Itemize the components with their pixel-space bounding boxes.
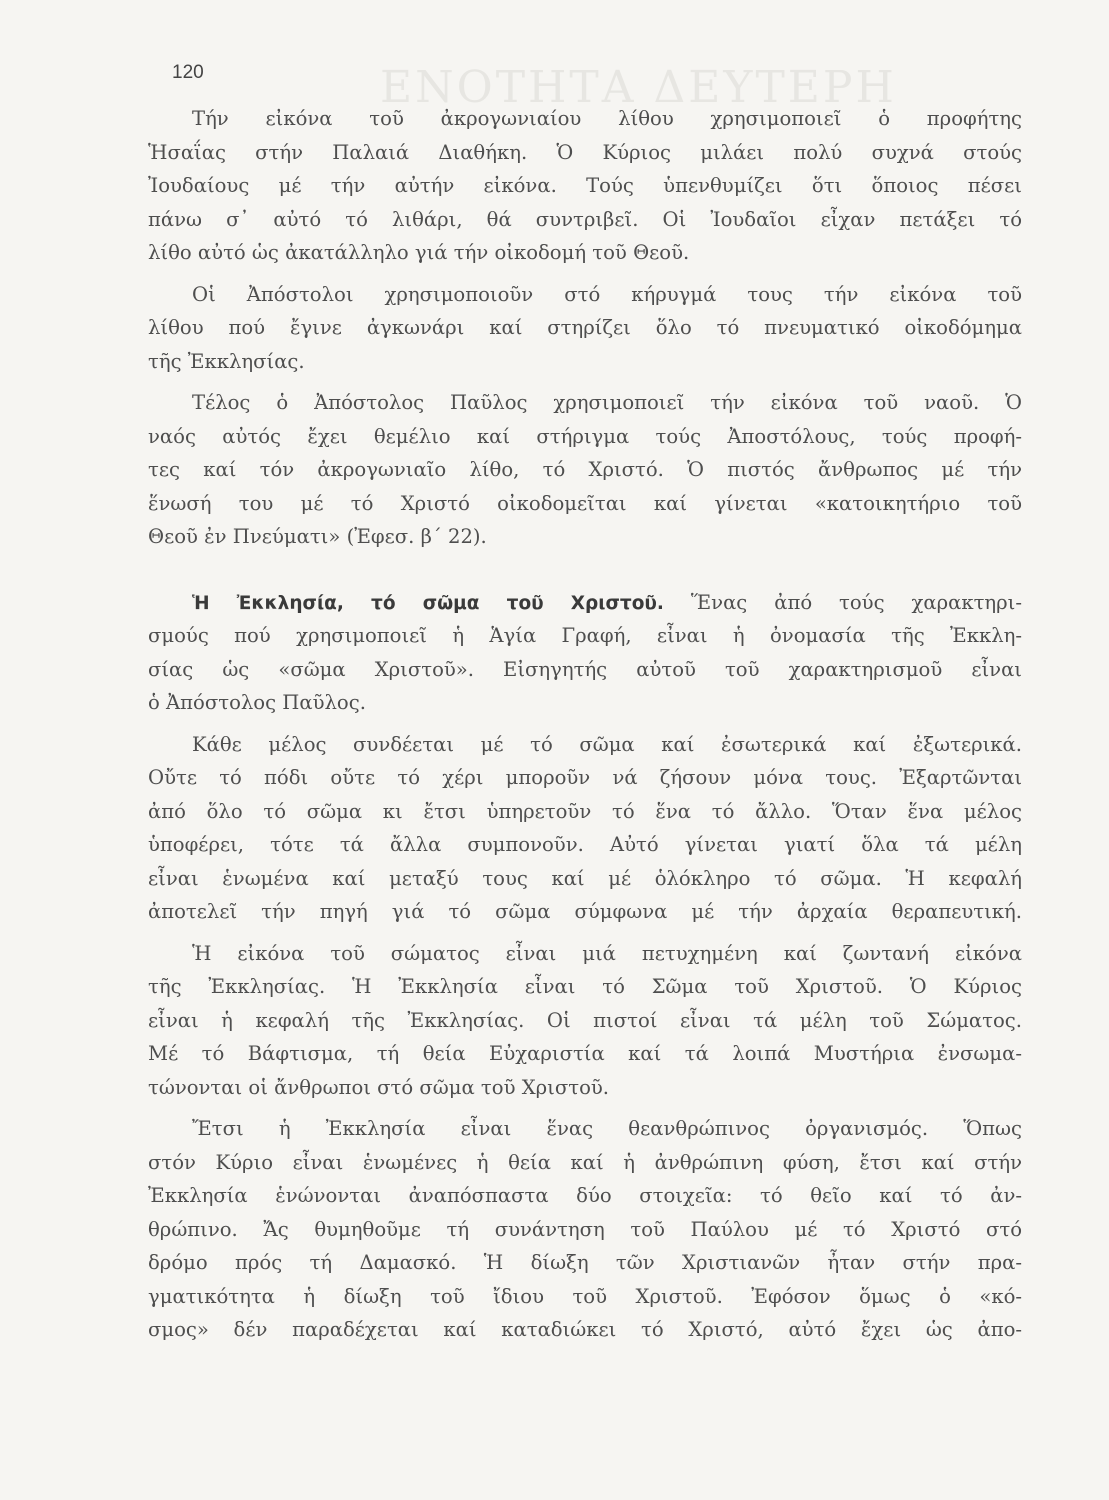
text-line: ἕνωσή του μέ τό Χριστό οἰκοδομεῖται καί γίνεται «κατοικητήριο τοῦ [148, 491, 1022, 515]
text-line: ἀποτελεῖ τήν πηγή γιά τό σῶμα σύμφωνα μέ τήν ἀρχαία θεραπευτική. [148, 900, 1022, 923]
text-line: θρώπινο. Ἄς θυμηθοῦμε τή συνάντηση τοῦ Παύλου μέ τό Χριστό στό [148, 1217, 1022, 1241]
text-line: σμος» δέν παραδέχεται καί καταδιώκει τό Χριστό, αὐτό ἔχει ὡς ἀπο- [148, 1318, 1022, 1341]
paragraph-cornerstone [148, 102, 1022, 270]
text-line: δρόμο πρός τή Δαμασκό. Ἡ δίωξη τῶν Χριστιανῶν ἦταν στήν πρα- [148, 1251, 1022, 1274]
text-line: Οὔτε τό πόδι οὔτε τό χέρι μποροῦν νά ζήσουν μόνα τους. Ἐξαρτῶνται [148, 766, 1022, 789]
text-line: Θεοῦ ἐν Πνεύματι» (Ἐφεσ. β´ 22). [148, 525, 487, 548]
paragraph-members [148, 728, 1022, 929]
paragraph-image-of-body [148, 937, 1022, 1105]
text-line: λίθο αὐτό ὡς ἀκατάλληλο γιά τήν οἰκοδομή τοῦ Θεοῦ. [148, 241, 690, 264]
text-line: Ἡ εἰκόνα τοῦ σώματος εἶναι μιά πετυχημένη καί ζωντανή εἰκόνα [192, 941, 1022, 965]
text-line: ὁ Ἀπόστολος Παῦλος. [148, 691, 366, 714]
text-line: εἶναι ἑνωμένα καί μεταξύ τους καί μέ ὁλόκληρο τό σῶμα. Ἡ κεφαλή [148, 866, 1022, 890]
text-line: πάνω σ᾽ αὐτό τό λιθάρι, θά συντριβεῖ. Οἱ Ἰουδαῖοι εἶχαν πετάξει τό [148, 207, 1022, 231]
paragraph-theanthropic [148, 1112, 1022, 1347]
text-line: τες καί τόν ἀκρογωνιαῖο λίθο, τό Χριστό. Ὁ πιστός ἄνθρωπος μέ τήν [148, 458, 1022, 481]
paragraph-temple [148, 386, 1022, 554]
text-line: ναός αὐτός ἔχει θεμέλιο καί στήριγμα τούς Ἀποστόλους, τούς προφή- [148, 424, 1022, 448]
page-number: 120 [172, 62, 204, 83]
text-line: λίθου πού ἔγινε ἀγκωνάρι καί στηρίζει ὅλο τό πνευματικό οἰκοδόμημα [148, 316, 1022, 339]
text-line: στόν Κύριο εἶναι ἑνωμένες ἡ θεία καί ἡ ἀνθρώπινη φύση, ἔτσι καί στήν [148, 1150, 1022, 1174]
text-line: σμούς πού χρησιμοποιεῖ ἡ Ἁγία Γραφή, εἶναι ἡ ὀνομασία τῆς Ἐκκλη- [148, 624, 1022, 647]
text-line: ὑποφέρει, τότε τά ἄλλα συμπονοῦν. Αὐτό γίνεται γιατί ὅλα τά μέλη [148, 833, 1022, 856]
bleed-through-heading: ΕΝΟΤΗΤΑ ΔΕΥΤΕΡΗ [380, 62, 897, 113]
text-line [148, 586, 1022, 620]
body-text [148, 102, 1022, 1355]
text-line: Μέ τό Βάφτισμα, τή θεία Εὐχαριστία καί τά λοιπά Μυστήρια ἐνσωμα- [148, 1042, 1022, 1065]
text-line: γματικότητα ἡ δίωξη τοῦ ἴδιου τοῦ Χριστοῦ. Ἐφόσον ὅμως ὁ «κό- [148, 1284, 1022, 1308]
text-line: Τήν εἰκόνα τοῦ ἀκρογωνιαίου λίθου χρησιμοποιεῖ ὁ προφήτης [192, 107, 1022, 130]
text-line: Τέλος ὁ Ἀπόστολος Παῦλος χρησιμοποιεῖ τήν εἰκόνα τοῦ ναοῦ. Ὁ [192, 391, 1022, 414]
text-line: Ἔτσι ἡ Ἐκκλησία εἶναι ἕνας θεανθρώπινος ὀργανισμός. Ὅπως [192, 1117, 1022, 1140]
paragraph-body-of-christ [148, 586, 1022, 720]
text-line: Ἰουδαίους μέ τήν αὐτήν εἰκόνα. Τούς ὑπενθυμίζει ὅτι ὅποιος πέσει [148, 174, 1022, 197]
text-line: Ἡσαΐας στήν Παλαιά Διαθήκη. Ὁ Κύριος μιλάει πολύ συχνά στούς [148, 140, 1022, 164]
text-line: σίας ὡς «σῶμα Χριστοῦ». Εἰσηγητής αὐτοῦ τοῦ χαρακτηρισμοῦ εἶναι [148, 657, 1022, 681]
section-heading: Ἡ Ἐκκλησία, τό σῶμα τοῦ Χριστοῦ. [192, 592, 664, 614]
section-gap [148, 562, 1022, 586]
text-line: εἶναι ἡ κεφαλή τῆς Ἐκκλησίας. Οἱ πιστοί εἶναι τά μέλη τοῦ Σώματος. [148, 1008, 1022, 1032]
paragraph-apostles [148, 278, 1022, 379]
heading-continuation: Ἕνας ἀπό τούς χαρακτηρι- [690, 590, 1022, 614]
text-line: τώνονται οἱ ἄνθρωποι στό σῶμα τοῦ Χριστοῦ. [148, 1075, 610, 1099]
text-line: Οἱ Ἀπόστολοι χρησιμοποιοῦν στό κήρυγμά τους τήν εἰκόνα τοῦ [192, 282, 1022, 306]
text-line: Ἐκκλησία ἑνώνονται ἀναπόσπαστα δύο στοιχεῖα: τό θεῖο καί τό ἀν- [148, 1184, 1022, 1207]
text-line: τῆς Ἐκκλησίας. Ἡ Ἐκκλησία εἶναι τό Σῶμα τοῦ Χριστοῦ. Ὁ Κύριος [148, 975, 1022, 998]
text-line: τῆς Ἐκκλησίας. [148, 349, 305, 373]
text-line: ἀπό ὅλο τό σῶμα κι ἔτσι ὑπηρετοῦν τό ἕνα τό ἄλλο. Ὅταν ἕνα μέλος [148, 799, 1022, 823]
text-line: Κάθε μέλος συνδέεται μέ τό σῶμα καί ἐσωτερικά καί ἐξωτερικά. [192, 732, 1022, 756]
